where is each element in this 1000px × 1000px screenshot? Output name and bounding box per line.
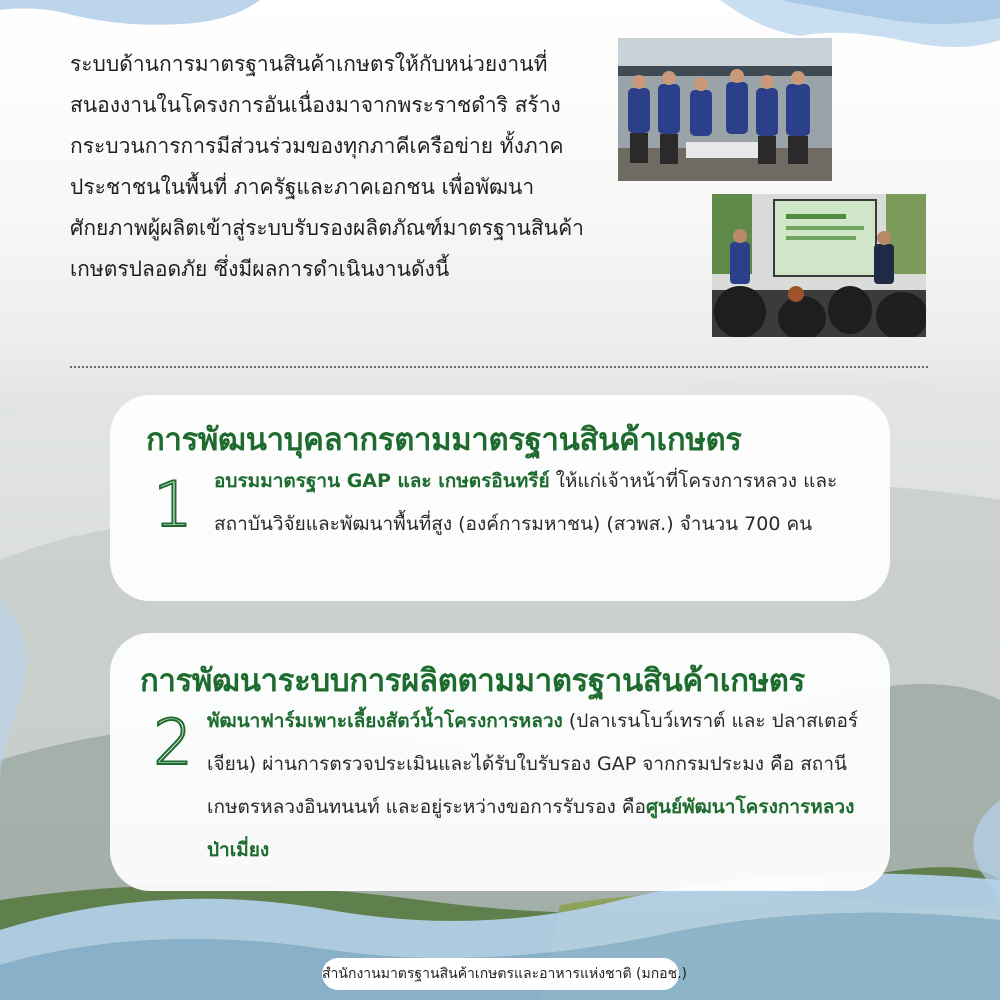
section-2-text: (ปลาเรนโบว์เทราต์ และ ปลาสเตอร์เจียน) ผ่านการตรวจประเมินและได้รับใบรับรอง GAP จากกรมประมง คือ สถานีเกษตรหลวงอินทนนท์ และอยู่ระหว่างขอการรับรอง คือ: [207, 710, 859, 818]
section-1-text: ให้แก่เจ้าหน้าที่โครงการหลวง และสถาบันวิจัยและพัฒนาพื้นที่สูง (องค์การมหาชน) (สวพส.) จำนวน 700 คน: [214, 470, 838, 535]
dotted-divider: [70, 366, 928, 368]
number-2-icon: [143, 708, 203, 778]
intro-paragraph: ระบบด้านการมาตรฐานสินค้าเกษตรให้กับหน่วยงานที่สนองงานในโครงการอันเนื่องมาจากพระราชดำริ สร้างกระบวนการการมีส่วนร่วมของทุกภาคีเครือข่าย ทั้งภาคประชาชนในพื้นที่ ภาครัฐและภาคเอกชน เพื่อพัฒนาศักยภาพผู้ผลิตเข้าสู่ระบบรับรองผลิตภัณฑ์มาตรฐานสินค้าเกษตรปลอดภัย ซึ่งมีผลการดำเนินงานดังนี้: [70, 52, 584, 281]
section-2-highlight: พัฒนาฟาร์มเพาะเลี้ยงสัตว์น้ำโครงการหลวง: [207, 710, 563, 732]
section-body-1: [214, 460, 864, 546]
number-1-text: 1: [153, 470, 193, 540]
training-session-photo: [712, 194, 926, 337]
section-2-highlight-tail: ศูนย์พัฒนาโครงการหลวงป่าเมี่ยง: [207, 796, 855, 861]
section-title-1: การพัฒนาบุคลากรตามมาตรฐานสินค้าเกษตร: [146, 422, 742, 458]
footer-credit: สำนักงานมาตรฐานสินค้าเกษตรและอาหารแห่งชาติ (มกอช.): [322, 958, 679, 990]
section-title-2: การพัฒนาระบบการผลิตตามมาตรฐานสินค้าเกษตร: [140, 663, 805, 699]
field-visit-photo: [618, 38, 832, 181]
number-2-text: 2: [153, 708, 193, 778]
section-1-highlight: อบรมมาตรฐาน GAP และ เกษตรอินทรีย์: [214, 470, 550, 492]
section-body-2: [207, 700, 867, 872]
number-1-icon: [143, 470, 203, 540]
